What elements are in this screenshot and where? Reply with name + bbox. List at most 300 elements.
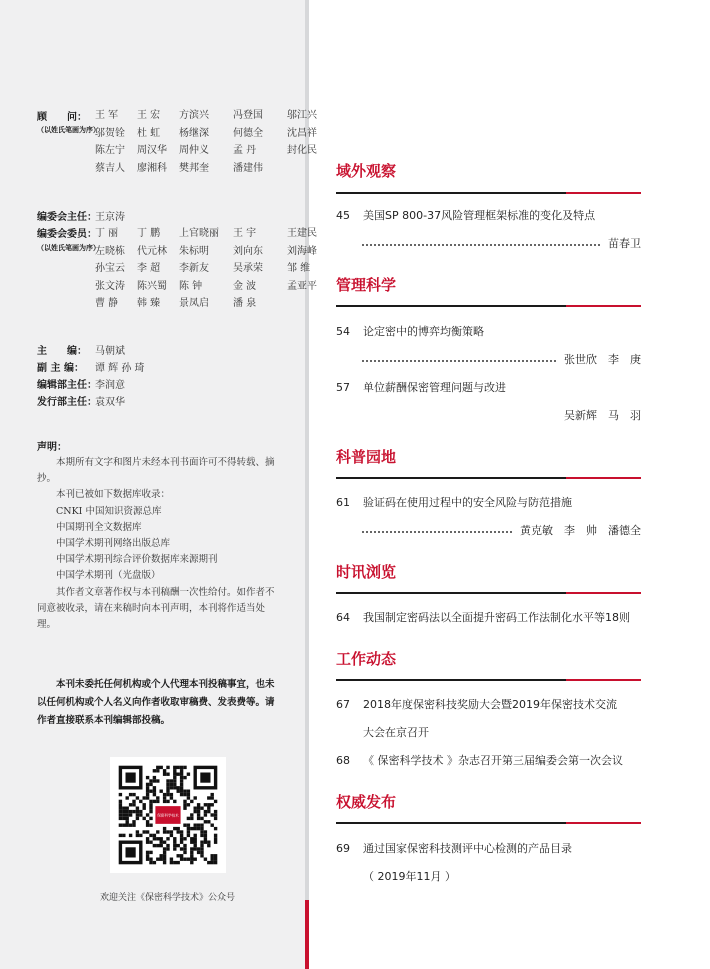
qr-module: [180, 847, 183, 850]
qr-module: [153, 800, 156, 803]
qr-module: [173, 769, 176, 772]
person-name: 王 宇: [233, 228, 257, 239]
qr-module: [146, 837, 149, 840]
qr-module: [126, 796, 129, 799]
toc-entry[interactable]: [336, 380, 506, 396]
qr-module: [173, 827, 176, 830]
qr-module: [146, 796, 149, 799]
qr-module: [211, 813, 214, 816]
qr-module: [180, 779, 183, 782]
toc-entry[interactable]: [336, 610, 630, 626]
qr-module: [166, 830, 169, 833]
qr-module: [204, 803, 207, 806]
person-name: 景凤启: [179, 298, 209, 309]
advisors-note: （以姓氏笔画为序）: [37, 126, 100, 134]
qr-module: [211, 803, 214, 806]
qr-module: [143, 803, 146, 806]
qr-module: [183, 793, 186, 796]
qr-module: [211, 796, 214, 799]
qr-module: [187, 803, 190, 806]
qr-module: [197, 847, 200, 850]
qr-module: [132, 824, 135, 827]
toc-article-title: 通过国家保密科技测评中心检测的产品目录: [363, 842, 572, 855]
qr-module: [163, 847, 166, 850]
qr-module: [194, 827, 197, 830]
qr-module: [177, 773, 180, 776]
toc-entry[interactable]: [336, 324, 484, 340]
qr-module: [146, 786, 149, 789]
toc-page-number: 57: [336, 381, 350, 394]
leader-dots: [362, 244, 600, 246]
person-name: 廖湘科: [137, 162, 167, 174]
qr-module: [214, 841, 217, 844]
qr-module: [149, 803, 152, 806]
qr-module: [187, 834, 190, 837]
qr-module: [132, 820, 135, 823]
qr-module: [180, 769, 183, 772]
qr-module: [163, 800, 166, 803]
qr-module: [200, 824, 203, 827]
qr-module: [156, 766, 159, 769]
qr-module: [200, 817, 203, 820]
qr-module: [177, 786, 180, 789]
qr-module: [204, 837, 207, 840]
toc-entry[interactable]: [336, 841, 572, 857]
qr-module: [122, 813, 125, 816]
qr-module: [173, 773, 176, 776]
qr-module: [183, 803, 186, 806]
qr-module: [197, 803, 200, 806]
qr-module: [149, 790, 152, 793]
advisors-label: 顾 问：: [37, 112, 87, 123]
qr-module: [149, 783, 152, 786]
qr-module: [187, 796, 190, 799]
qr-module: [156, 858, 159, 861]
qr-module: [214, 837, 217, 840]
qr-module: [180, 830, 183, 833]
qr-module: [190, 837, 193, 840]
qr-module: [197, 813, 200, 816]
qr-module: [173, 847, 176, 850]
qr-finder-inner: [200, 773, 210, 783]
person-name: 邬江兴: [287, 110, 317, 121]
qr-module: [166, 844, 169, 847]
qr-module: [180, 837, 183, 840]
qr-module: [204, 834, 207, 837]
qr-module: [146, 854, 149, 857]
qr-module: [197, 824, 200, 827]
committee-members-list: [95, 225, 327, 313]
qr-module: [211, 793, 214, 796]
qr-module: [129, 824, 132, 827]
qr-module: [190, 858, 193, 861]
qr-module: [214, 834, 217, 837]
database-item: 中国期刊全文数据库: [56, 521, 142, 533]
qr-module: [190, 813, 193, 816]
qr-module: [166, 766, 169, 769]
qr-module: [146, 813, 149, 816]
person-name: 代元林: [137, 245, 167, 257]
qr-module: [146, 793, 149, 796]
database-item: CNKI 中国知识资源总库: [56, 505, 162, 517]
qr-module: [200, 841, 203, 844]
qr-module: [190, 854, 193, 857]
qr-module: [177, 861, 180, 864]
qr-module: [119, 810, 122, 813]
qr-module: [139, 834, 142, 837]
qr-module: [153, 861, 156, 864]
qr-module: [146, 830, 149, 833]
person-name: 杨继深: [179, 127, 209, 139]
toc-article-title: 2018年度保密科技奖励大会暨2019年保密技术交流: [363, 698, 617, 711]
qr-module: [200, 827, 203, 830]
toc-authors: 吴新辉 马 羽: [564, 409, 641, 422]
section-rule: [336, 477, 641, 479]
qr-module: [149, 834, 152, 837]
section-title-management: 管理科学: [336, 276, 397, 294]
person-name: 左晓栋: [95, 245, 125, 257]
qr-module: [143, 796, 146, 799]
qr-module: [187, 793, 190, 796]
qr-module: [143, 807, 146, 810]
qr-module: [200, 807, 203, 810]
qr-module: [214, 810, 217, 813]
qr-module: [180, 793, 183, 796]
qr-module: [170, 830, 173, 833]
qr-module: [207, 810, 210, 813]
submission-notice: [37, 676, 282, 730]
qr-module: [207, 861, 210, 864]
toc-authors: 苗春卫: [608, 237, 641, 250]
qr-module: [173, 861, 176, 864]
qr-module: [183, 776, 186, 779]
qr-module: [129, 834, 132, 837]
qr-module: [146, 841, 149, 844]
qr-module: [129, 813, 132, 816]
editorial-director-name: 李润意: [95, 380, 125, 391]
qr-module: [126, 817, 129, 820]
person-name: 上官晓丽: [179, 228, 219, 239]
toc-article-title: 单位薪酬保密管理问题与改进: [363, 381, 506, 394]
qr-module: [197, 810, 200, 813]
qr-module: [146, 790, 149, 793]
qr-module: [214, 861, 217, 864]
qr-module: [183, 790, 186, 793]
qr-module: [177, 844, 180, 847]
qr-module: [197, 817, 200, 820]
distribution-director-name: 袁双华: [95, 397, 125, 408]
qr-module: [190, 800, 193, 803]
qr-module: [214, 827, 217, 830]
qr-module: [160, 844, 163, 847]
qr-module: [166, 793, 169, 796]
qr-module: [180, 766, 183, 769]
qr-module: [173, 841, 176, 844]
qr-module: [132, 803, 135, 806]
qr-module: [214, 817, 217, 820]
committee-director-label: 编委会主任：: [37, 212, 97, 223]
qr-module: [166, 783, 169, 786]
qr-module: [166, 847, 169, 850]
person-name: 封化民: [287, 145, 317, 156]
toc-author-line: [362, 523, 641, 539]
qr-module: [207, 820, 210, 823]
qr-module: [200, 834, 203, 837]
qr-module: [160, 790, 163, 793]
qr-module: [129, 810, 132, 813]
qr-module: [194, 844, 197, 847]
qr-module: [153, 837, 156, 840]
qr-module: [204, 841, 207, 844]
qr-module: [119, 803, 122, 806]
qr-module: [194, 841, 197, 844]
qr-module: [187, 830, 190, 833]
qr-module: [177, 830, 180, 833]
qr-module: [149, 810, 152, 813]
section-title-authority: 权威发布: [336, 793, 397, 811]
qr-module: [214, 854, 217, 857]
qr-module: [180, 841, 183, 844]
qr-module: [156, 800, 159, 803]
qr-caption: 欢迎关注《保密科学技术》公众号: [99, 893, 235, 903]
toc-entry[interactable]: [336, 753, 623, 769]
leader-dots: [362, 360, 556, 362]
person-name: 王建民: [287, 228, 317, 239]
qr-module: [129, 793, 132, 796]
qr-module: [187, 790, 190, 793]
qr-module: [183, 858, 186, 861]
person-name: 陈兴蜀: [137, 280, 167, 292]
qr-module: [156, 779, 159, 782]
qr-module: [136, 834, 139, 837]
qr-module: [183, 807, 186, 810]
person-name: 方滨兴: [179, 110, 209, 121]
person-name: 周仲义: [179, 145, 209, 156]
qr-module: [194, 834, 197, 837]
qr-module: [139, 813, 142, 816]
qr-module: [126, 813, 129, 816]
qr-module: [200, 847, 203, 850]
person-name: 李 超: [137, 263, 161, 274]
person-name: 邬贺铨: [95, 127, 125, 139]
toc-entry[interactable]: [336, 697, 617, 713]
qr-module: [173, 837, 176, 840]
qr-module: [183, 766, 186, 769]
qr-module: [160, 837, 163, 840]
declaration-body: [37, 455, 282, 633]
advisors-list: [95, 107, 327, 177]
qr-module: [149, 861, 152, 864]
section-title-science: 科普园地: [336, 448, 397, 466]
toc-entry[interactable]: [336, 208, 595, 224]
qr-module: [119, 813, 122, 816]
person-name: 朱标明: [179, 245, 209, 257]
qr-module: [211, 854, 214, 857]
qr-code[interactable]: [110, 757, 226, 873]
person-name: 蔡吉人: [95, 162, 125, 174]
qr-module: [170, 858, 173, 861]
person-name: 冯登国: [233, 110, 263, 121]
qr-module: [173, 844, 176, 847]
qr-module: [214, 858, 217, 861]
qr-module: [163, 854, 166, 857]
person-name: 韩 臻: [137, 298, 161, 309]
qr-module: [156, 769, 159, 772]
qr-module: [149, 824, 152, 827]
person-name: 曹 静: [95, 298, 119, 309]
person-name: 樊邦奎: [179, 162, 209, 174]
qr-finder-inner: [126, 773, 136, 783]
qr-module: [180, 858, 183, 861]
person-name: 吴承荣: [233, 263, 263, 274]
section-rule: [336, 822, 641, 824]
qr-module: [190, 817, 193, 820]
qr-module: [166, 837, 169, 840]
person-name: 孙宝云: [95, 263, 125, 274]
qr-module: [190, 827, 193, 830]
person-name: 何德全: [233, 127, 263, 139]
qr-module: [163, 858, 166, 861]
person-name: 陈左宁: [95, 145, 125, 156]
qr-module: [183, 844, 186, 847]
section-rule: [336, 679, 641, 681]
qr-finder-inner: [126, 847, 136, 857]
qr-module: [136, 810, 139, 813]
person-name: 刘海峰: [287, 245, 317, 257]
database-item: 中国学术期刊网络出版总库: [56, 538, 171, 550]
qr-module: [197, 851, 200, 854]
qr-module: [136, 813, 139, 816]
qr-module: [180, 854, 183, 857]
qr-module: [187, 858, 190, 861]
accent-strip: [305, 900, 309, 969]
person-name: 刘向东: [233, 245, 263, 257]
qr-module: [160, 766, 163, 769]
qr-module: [126, 810, 129, 813]
qr-module: [143, 830, 146, 833]
qr-module: [170, 786, 173, 789]
qr-module: [204, 810, 207, 813]
person-name: 邹 维: [287, 263, 311, 274]
qr-module: [153, 793, 156, 796]
qr-module: [136, 830, 139, 833]
qr-module: [122, 817, 125, 820]
qr-module: [136, 796, 139, 799]
qr-module: [180, 790, 183, 793]
qr-module: [177, 827, 180, 830]
qr-module: [166, 779, 169, 782]
deputy-editor-label: 副 主 编：: [37, 363, 84, 374]
qr-module: [173, 779, 176, 782]
qr-module: [146, 776, 149, 779]
qr-module: [163, 827, 166, 830]
qr-module: [170, 783, 173, 786]
toc-author-line: [362, 352, 641, 368]
qr-module: [146, 858, 149, 861]
qr-module: [214, 800, 217, 803]
qr-module: [119, 793, 122, 796]
qr-module: [163, 861, 166, 864]
declaration-title: 声明：: [37, 442, 67, 453]
declaration-paragraph: 本期所有文字和图片未经本刊书面许可不得转载、摘抄。: [37, 457, 275, 485]
qr-module: [183, 847, 186, 850]
qr-module: [119, 817, 122, 820]
qr-module: [146, 851, 149, 854]
qr-module: [149, 841, 152, 844]
qr-module: [211, 858, 214, 861]
section-title-overseas: 域外观察: [336, 162, 397, 180]
committee-members-note: （以姓氏笔画为序）: [37, 244, 100, 252]
qr-module: [204, 820, 207, 823]
toc-article-title: 我国制定密码法以全面提升密码工作法制化水平等18则: [363, 611, 630, 624]
qr-module: [190, 861, 193, 864]
person-name: 陈 钟: [179, 280, 203, 292]
toc-page-number: 64: [336, 611, 350, 624]
qr-module: [136, 817, 139, 820]
toc-entry[interactable]: [336, 495, 572, 511]
qr-module: [200, 851, 203, 854]
qr-module: [200, 830, 203, 833]
qr-module: [211, 824, 214, 827]
person-name: 孟 丹: [233, 145, 257, 156]
qr-module: [204, 858, 207, 861]
qr-module: [163, 773, 166, 776]
person-name: 张文涛: [95, 280, 125, 292]
qr-module: [190, 851, 193, 854]
toc-article-title: 《 保密科学技术 》杂志召开第三届编委会第一次会议: [363, 754, 623, 767]
qr-module: [211, 861, 214, 864]
section-rule: [336, 592, 641, 594]
qr-module: [149, 779, 152, 782]
qr-module: [166, 800, 169, 803]
qr-module: [119, 807, 122, 810]
qr-module: [160, 858, 163, 861]
qr-module: [200, 854, 203, 857]
person-name: 杜 虹: [137, 127, 161, 139]
qr-module: [149, 807, 152, 810]
qr-module: [156, 796, 159, 799]
toc-authors: 黄克敏 李 帅 潘德全: [520, 524, 641, 537]
qr-module: [200, 844, 203, 847]
qr-module: [132, 793, 135, 796]
chief-editor-name: 马朝斌: [95, 346, 125, 357]
person-name: 丁 鹏: [137, 228, 161, 239]
committee-director-name: 王京涛: [95, 212, 125, 223]
qr-module: [122, 824, 125, 827]
qr-module: [173, 776, 176, 779]
section-title-work: 工作动态: [336, 650, 397, 668]
qr-module: [177, 790, 180, 793]
qr-module: [153, 769, 156, 772]
qr-module: [177, 854, 180, 857]
toc-page-number: 45: [336, 209, 350, 222]
qr-module: [163, 841, 166, 844]
qr-module: [126, 820, 129, 823]
qr-module: [173, 766, 176, 769]
editorial-director-label: 编辑部主任：: [37, 380, 97, 391]
distribution-director-label: 发行部主任：: [37, 397, 97, 408]
qr-module: [180, 786, 183, 789]
qr-module: [207, 844, 210, 847]
qr-module: [153, 790, 156, 793]
person-name: 金 波: [233, 280, 257, 292]
toc-title-continuation: 大会在京召开: [363, 726, 429, 739]
qr-module: [163, 830, 166, 833]
qr-module: [204, 813, 207, 816]
qr-module: [194, 824, 197, 827]
section-rule: [336, 305, 641, 307]
qr-module: [207, 803, 210, 806]
